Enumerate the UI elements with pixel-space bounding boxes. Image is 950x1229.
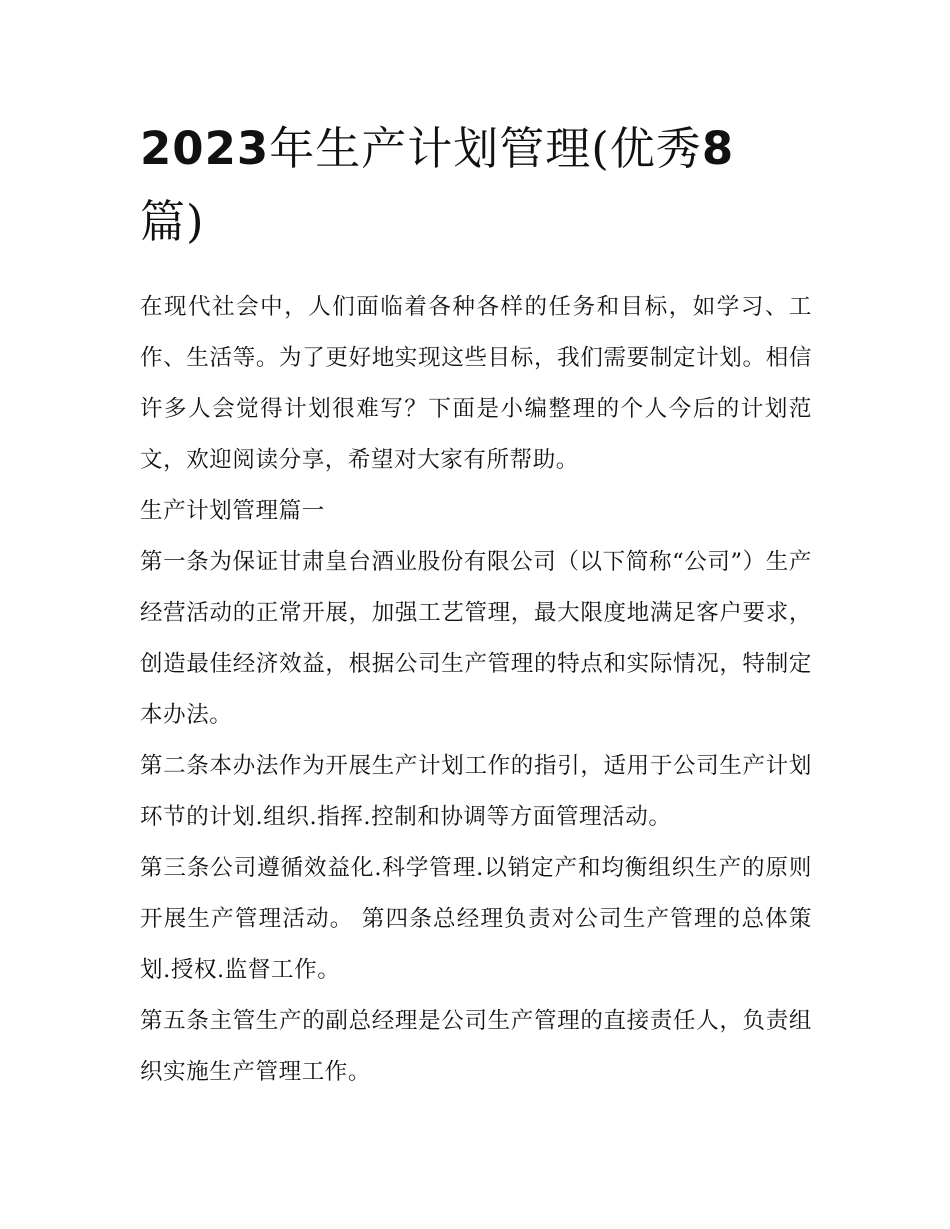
title-tail: 篇) (140, 195, 205, 248)
article-2-paragraph: 第二条本办法作为开展生产计划工作的指引，适用于公司生产计划环节的计划.组织.指挥.控制和协调等方面管理活动。 (140, 753, 812, 830)
intro-paragraph: 在现代社会中，人们面临着各种各样的任务和目标，如学习、工作、生活等。为了更好地实现这些目标，我们需要制定计划。相信许多人会觉得计划很难写？下面是小编整理的个人今后的计划范文，欢迎阅读分享，希望对大家有所帮助。 (140, 294, 812, 473)
document-title (140, 112, 812, 258)
title-main: 年生产计划管理(优秀 (269, 122, 702, 175)
article-5-paragraph: 第五条主管生产的副总经理是公司生产管理的直接责任人，负责组织实施生产管理工作。 (140, 1008, 812, 1085)
document-page (140, 112, 812, 1098)
article-3-4-paragraph: 第三条公司遵循效益化.科学管理.以销定产和均衡组织生产的原则开展生产管理活动。 第四条总经理负责对公司生产管理的总体策划.授权.监督工作。 (140, 855, 812, 983)
title-year: 2023 (140, 122, 270, 175)
section-heading: 生产计划管理篇一 (140, 498, 325, 524)
article-1-paragraph: 第一条为保证甘肃皇台酒业股份有限公司（以下简称“公司”）生产经营活动的正常开展，加强工艺管理，最大限度地满足客户要求，创造最佳经济效益，根据公司生产管理的特点和实际情况，特制定本办法。 (140, 549, 812, 728)
title-count: 8 (701, 122, 735, 175)
